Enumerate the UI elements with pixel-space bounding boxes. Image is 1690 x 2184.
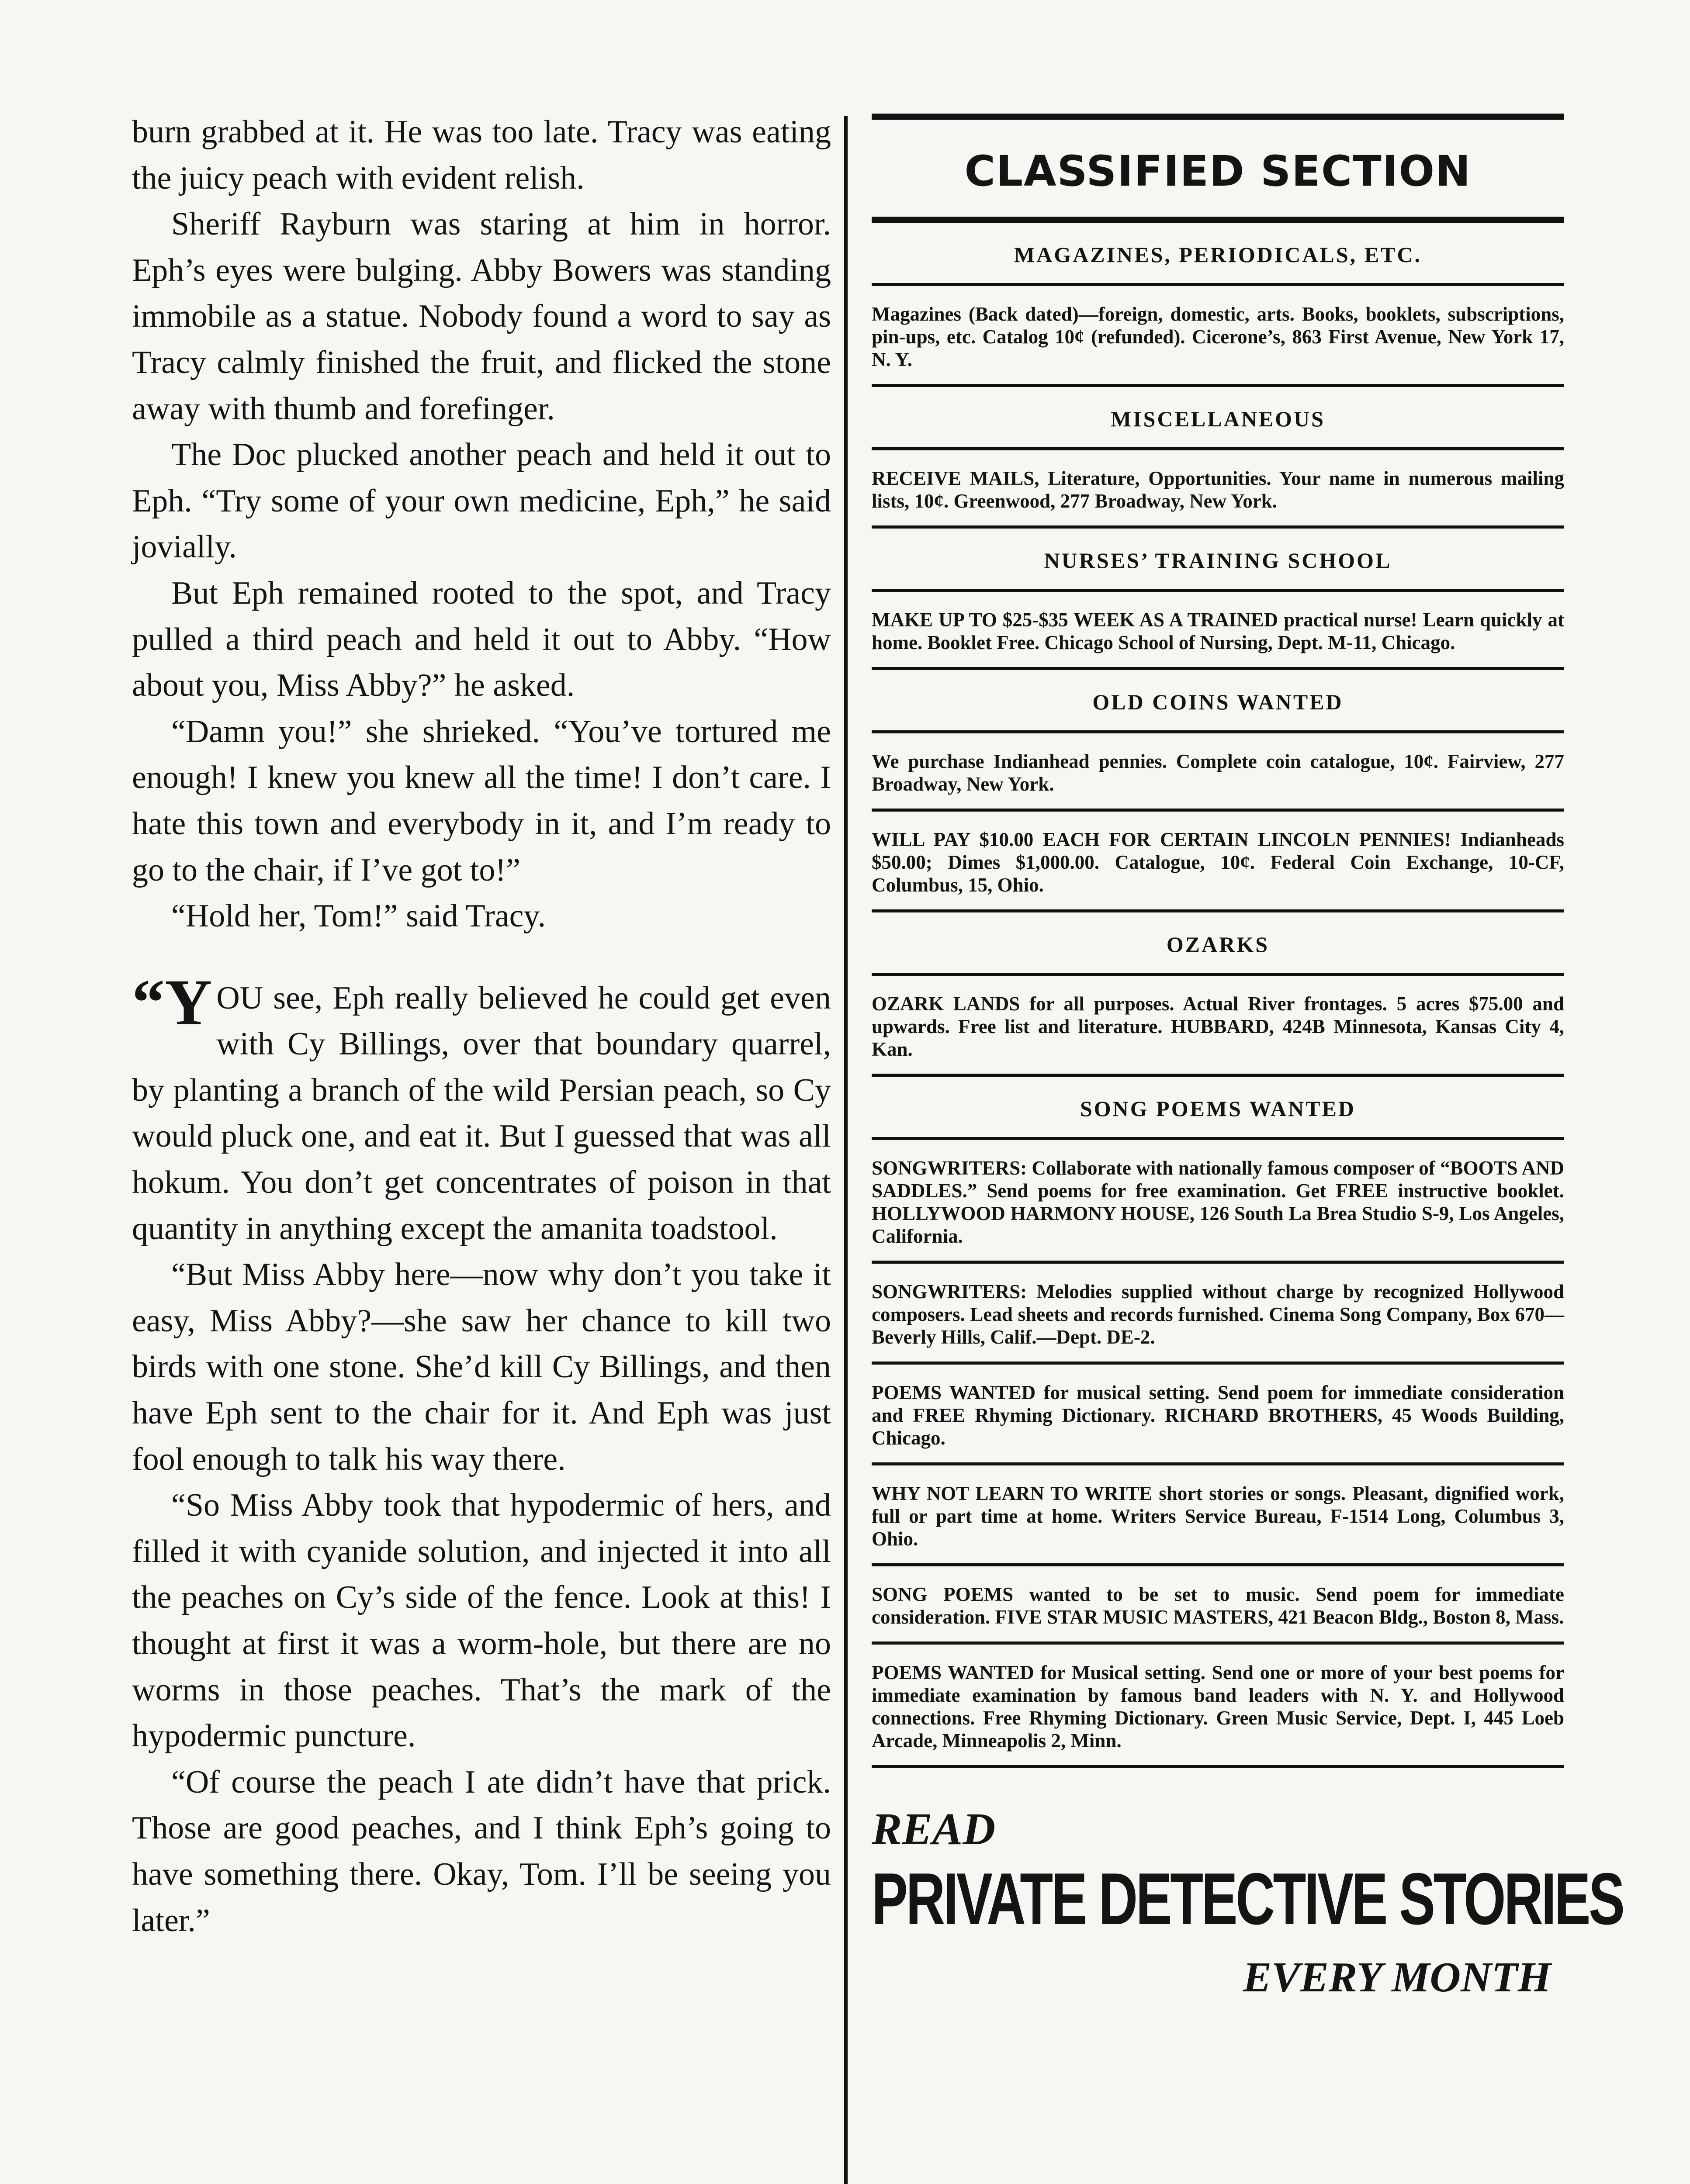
story-paragraph: “But Miss Abby here—now why don’t you take it easy, Miss Abby?—she saw her chance to kill two birds with one stone. She’d kill Cy Billings, and then have Eph sent to the chair for it. And Eph was just fool enough to talk his way there. <box>132 1257 831 1477</box>
rule <box>872 1362 1564 1365</box>
classified-category: OLD COINS WANTED <box>1092 690 1344 714</box>
story-paragraph: The Doc plucked another peach and held it out to Eph. “Try some of your own medicine, Eph,” he said jovially. <box>132 437 831 565</box>
classified-ad: We purchase Indianhead pennies. Complete coin catalogue, 10¢. Fairview, 277 Broadway, New York. <box>872 750 1564 795</box>
rule <box>872 525 1564 529</box>
promo-read: READ <box>872 1804 996 1854</box>
story-paragraph-dropcap <box>132 966 831 1252</box>
rule <box>872 730 1564 733</box>
classified-ad: SONGWRITERS: Collaborate with nationally famous composer of “BOOTS AND SADDLES.” Send poems for free examination. Get FREE instructive booklet. HOLLYWOOD HARMONY HOUSE, 126 South La Brea Studio S-9, Los Angeles, California. <box>872 1157 1564 1247</box>
rule <box>872 1137 1564 1140</box>
rule <box>872 1261 1564 1264</box>
rule <box>872 1074 1564 1077</box>
rule <box>872 1462 1564 1465</box>
rule <box>872 589 1564 592</box>
classified-ad: SONG POEMS wanted to be set to music. Send poem for immediate consideration. FIVE STAR MUSIC MASTERS, 421 Beacon Bldg., Boston 8, Mass. <box>872 1583 1564 1628</box>
classified-category: SONG POEMS WANTED <box>1080 1096 1356 1121</box>
promo-every-month: EVERY MONTH <box>1243 1954 1551 2001</box>
classified-ad: WHY NOT LEARN TO WRITE short stories or songs. Pleasant, dignified work, full or part time at home. Writers Service Bureau, F-1514 Long, Columbus 3, Ohio. <box>872 1482 1564 1550</box>
story-paragraph: burn grabbed at it. He was too late. Tracy was eating the juicy peach with evident relish. <box>132 114 831 196</box>
story-paragraph: “So Miss Abby took that hypodermic of hers, and filled it with cyanide solution, and injected it into all the peaches on Cy’s side of the fence. Look at this! I thought at first it was a worm-hole, but there are no worms in those peaches. That’s the mark of the hypodermic puncture. <box>132 1487 831 1754</box>
classified-ad: POEMS WANTED for Musical setting. Send one or more of your best poems for immediate examination by famous band leaders with N. Y. and Hollywood connections. Free Rhyming Dictionary. Green Music Service, Dept. I, 445 Loeb Arcade, Minneapolis 2, Minn. <box>872 1662 1564 1752</box>
top-rule <box>872 114 1564 120</box>
rule <box>872 809 1564 812</box>
classified-category: MAGAZINES, PERIODICALS, ETC. <box>1014 242 1422 267</box>
title-rule <box>872 217 1564 223</box>
rule <box>872 909 1564 912</box>
classified-ad: POEMS WANTED for musical setting. Send poem for immediate consideration and FREE Rhyming Dictionary. RICHARD BROTHERS, 45 Woods Building, Chicago. <box>872 1382 1564 1449</box>
rule <box>872 1563 1564 1566</box>
story-paragraph: Sheriff Rayburn was staring at him in horror. Eph’s eyes were bulging. Abby Bowers was standing immobile as a statue. Nobody found a word to say as Tracy calmly finished the fruit, and flicked the stone away with thumb and forefinger. <box>132 206 831 427</box>
classified-category: OZARKS <box>1166 932 1270 957</box>
classified-title: CLASSIFIED SECTION <box>964 147 1472 196</box>
promo-title: PRIVATE DETECTIVE STORIES <box>872 1858 1623 1940</box>
story-paragraph: “Hold her, Tom!” said Tracy. <box>171 898 546 934</box>
rule <box>872 447 1564 450</box>
rule <box>872 667 1564 670</box>
rule <box>872 1765 1564 1768</box>
rule <box>872 973 1564 976</box>
section-break <box>132 940 831 975</box>
dropcap-paragraph-text: OU see, Eph really believed he could get even with Cy Billings, over that boundary quarrel, by planting a branch of the wild Persian peach, so Cy would pluck one, and eat it. But I guessed that was all hokum. You don’t get concentrates of poison in that quantity in anything except the amanita toadstool. <box>132 980 831 1247</box>
story-paragraph: “Damn you!” she shrieked. “You’ve tortured me enough! I knew you knew all the time! I don’t care. I hate this town and everybody in it, and I’m ready to go to the chair, if I’ve got to!” <box>132 713 831 888</box>
rule <box>872 384 1564 387</box>
rule <box>872 283 1564 286</box>
story-paragraph: But Eph remained rooted to the spot, and Tracy pulled a third peach and held it out to Abby. “How about you, Miss Abby?” he asked. <box>132 575 831 704</box>
classified-ad: SONGWRITERS: Melodies supplied without charge by recognized Hollywood composers. Lead sheets and records furnished. Cinema Song Company, Box 670—Beverly Hills, Calif.—Dept. DE-2. <box>872 1281 1564 1348</box>
classified-ad: MAKE UP TO $25-$35 WEEK AS A TRAINED practical nurse! Learn quickly at home. Booklet Free. Chicago School of Nursing, Dept. M-11, Chicago. <box>872 609 1564 653</box>
drop-cap: “Y <box>132 966 212 1039</box>
story-column <box>132 109 831 1944</box>
classified-ad: RECEIVE MAILS, Literature, Opportunities. Your name in numerous mailing lists, 10¢. Greenwood, 277 Broadway, New York. <box>872 467 1564 512</box>
classified-category: NURSES’ TRAINING SCHOOL <box>1044 548 1392 573</box>
classified-column <box>872 114 1623 2002</box>
classified-category: MISCELLANEOUS <box>1111 407 1325 431</box>
classified-ad: Magazines (Back dated)—foreign, domestic, arts. Books, booklets, subscriptions, pin-ups, etc. Catalog 10¢ (refunded). Cicerone’s, 863 First Avenue, New York 17, N. Y. <box>872 303 1564 370</box>
column-divider <box>844 116 848 2184</box>
story-paragraph: “Of course the peach I ate didn’t have that prick. Those are good peaches, and I think Eph’s going to have something there. Okay, Tom. I’ll be seeing you later.” <box>132 1764 831 1939</box>
rule <box>872 1641 1564 1645</box>
classified-ad: OZARK LANDS for all purposes. Actual River frontages. 5 acres $75.00 and upwards. Free list and literature. HUBBARD, 424B Minnesota, Kansas City 4, Kan. <box>872 993 1564 1060</box>
classified-ad: WILL PAY $10.00 EACH FOR CERTAIN LINCOLN PENNIES! Indianheads $50.00; Dimes $1,000.00. Catalogue, 10¢. Federal Coin Exchange, 10-CF, Columbus, 15, Ohio. <box>872 829 1564 896</box>
